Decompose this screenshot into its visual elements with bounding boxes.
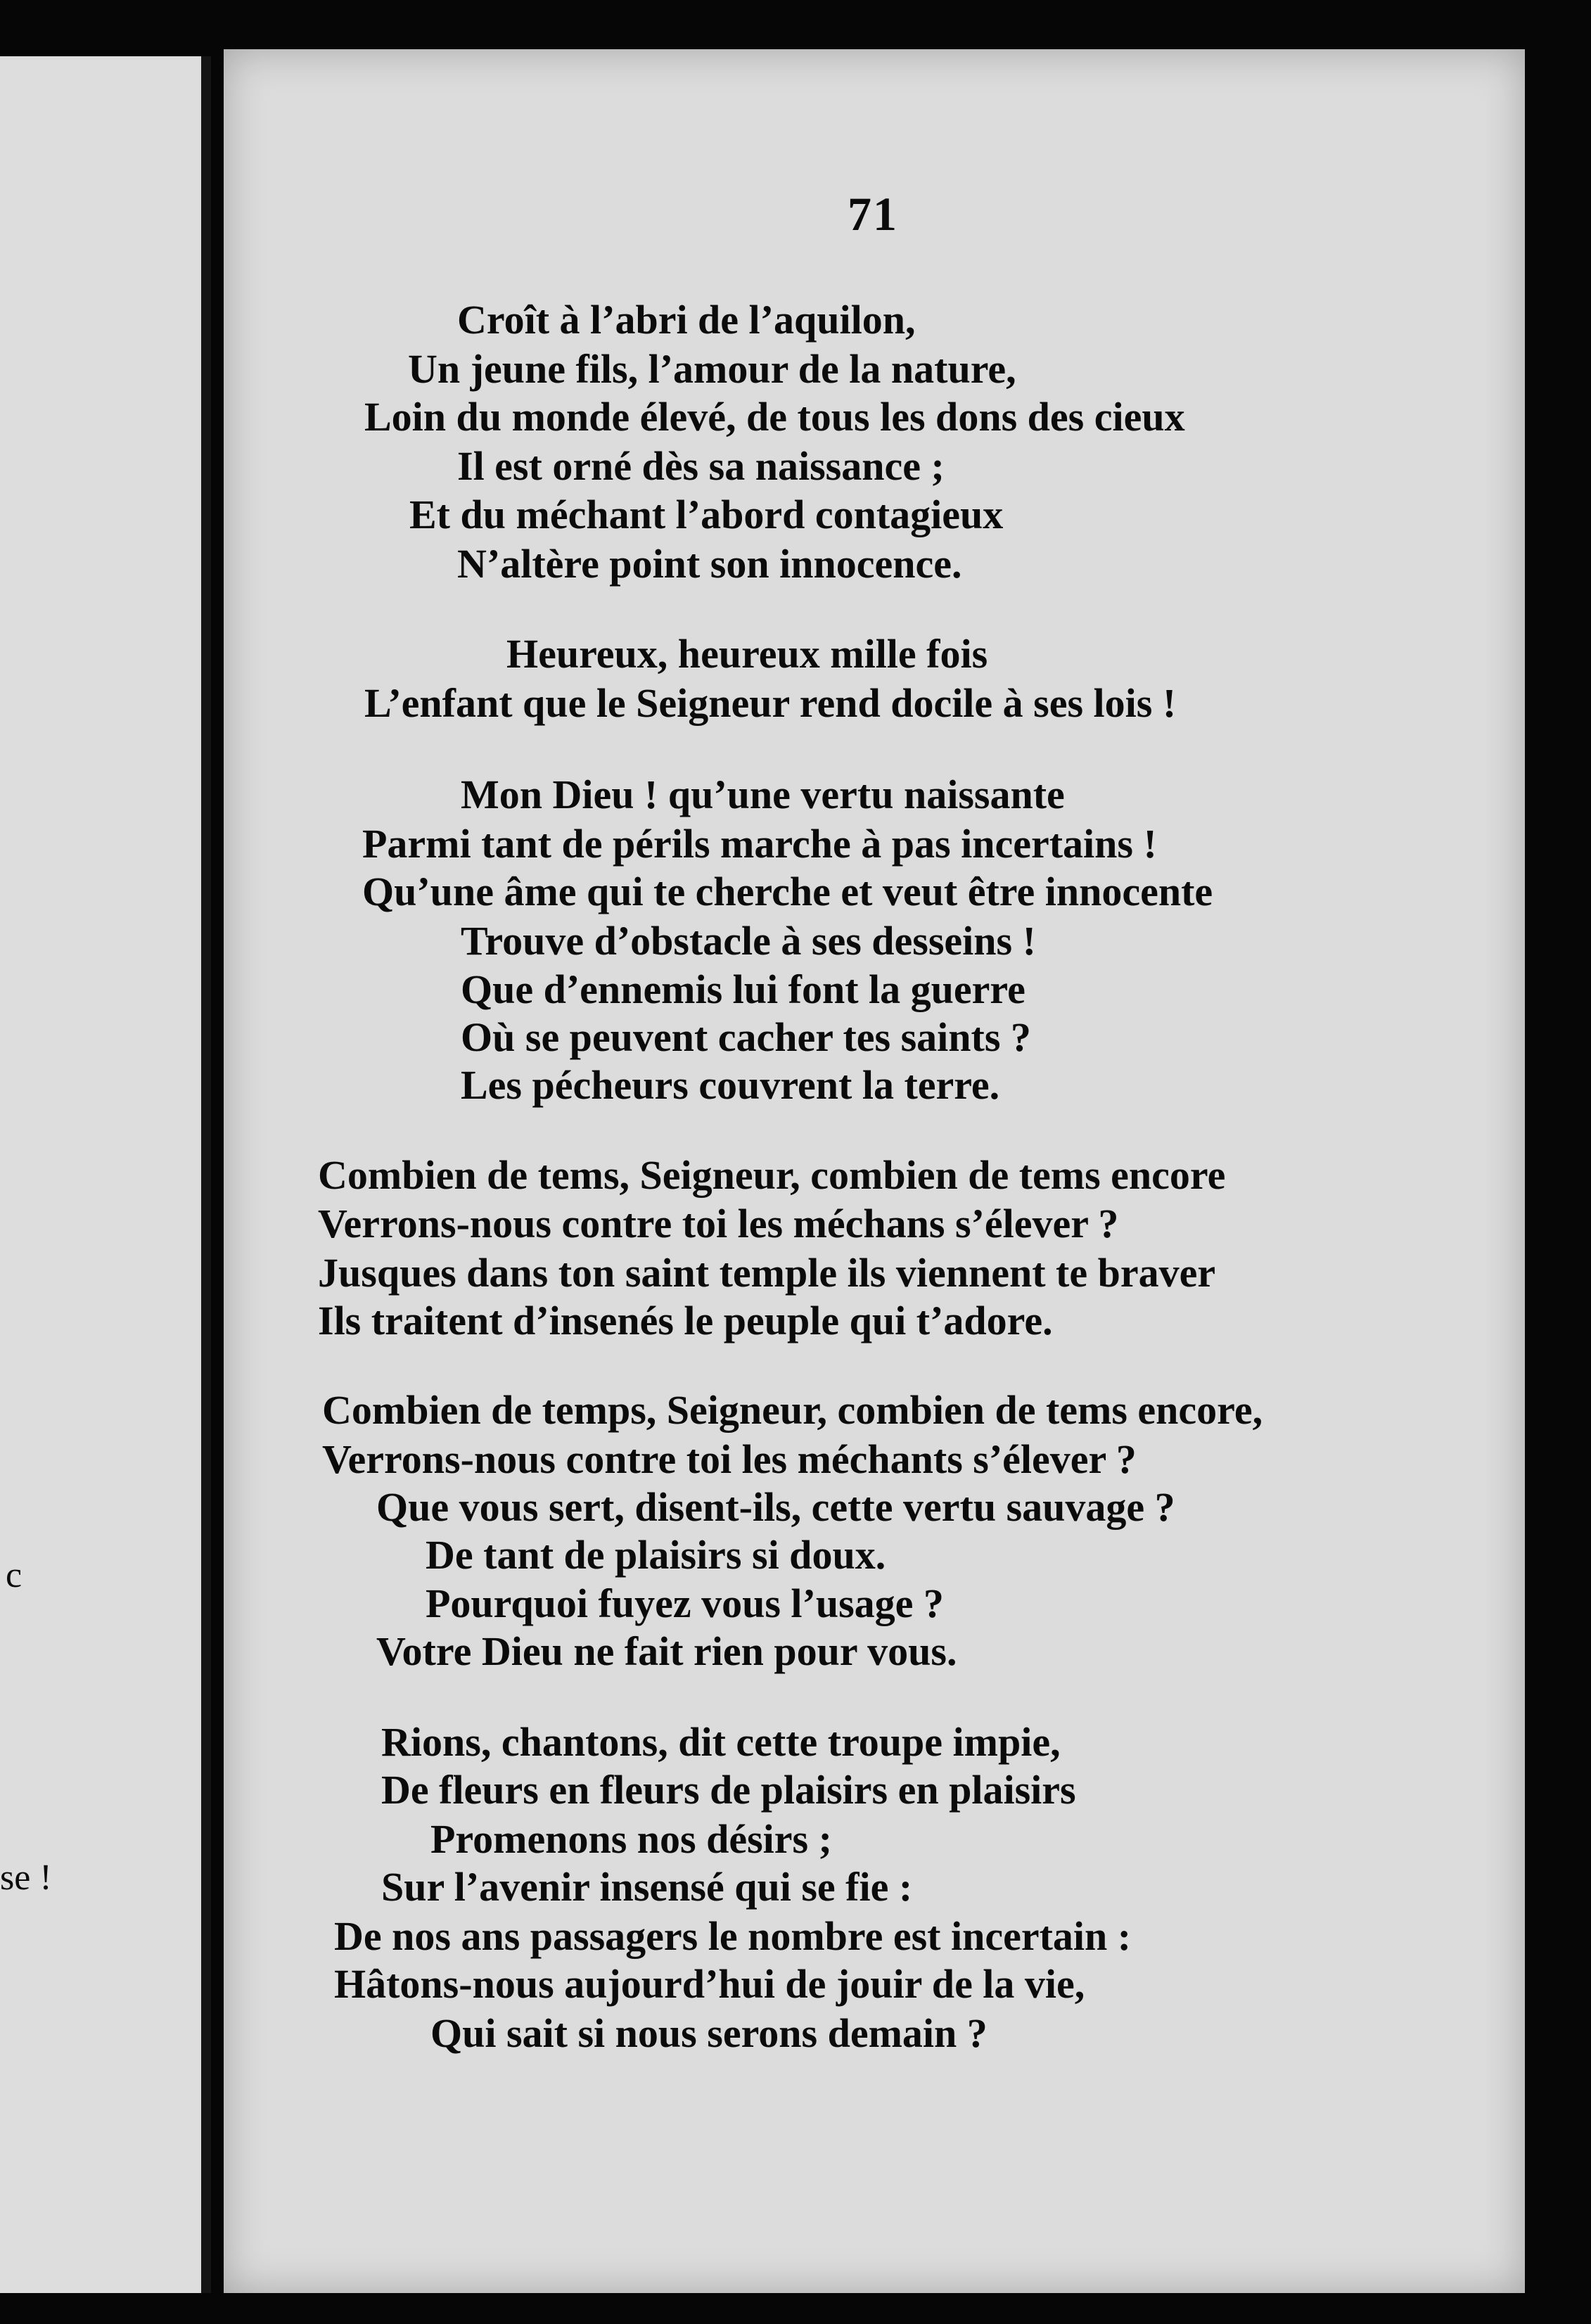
poem-line: Qui sait si nous serons demain ? — [430, 2010, 988, 2056]
poem-line: Loin du monde élevé, de tous les dons des cieux — [364, 394, 1185, 440]
poem-line: Mon Dieu ! qu’une vertu naissante — [461, 772, 1065, 817]
page-number: 71 — [848, 187, 898, 241]
poem-line: Que vous sert, disent-ils, cette vertu sauvage ? — [376, 1484, 1175, 1530]
poem-line: Combien de tems, Seigneur, combien de tems encore — [318, 1152, 1226, 1198]
poem-line: Hâtons-nous aujourd’hui de jouir de la vie, — [334, 1961, 1085, 2007]
poem-line: Rions, chantons, dit cette troupe impie, — [381, 1719, 1061, 1765]
left-page-fragment: se ! — [0, 1858, 52, 1898]
poem-line: Verrons-nous contre toi les méchants s’élever ? — [322, 1436, 1137, 1482]
poem-line: De tant de plaisirs si doux. — [426, 1532, 886, 1578]
poem-line: Où se peuvent cacher tes saints ? — [461, 1014, 1031, 1060]
poem-line: Combien de temps, Seigneur, combien de tems encore, — [322, 1387, 1263, 1433]
poem-line: Jusques dans ton saint temple ils viennent te braver — [318, 1250, 1216, 1296]
poem-line: Pourquoi fuyez vous l’usage ? — [426, 1581, 944, 1626]
poem-line: Parmi tant de périls marche à pas incertains ! — [362, 821, 1157, 867]
poem-line: Il est orné dès sa naissance ; — [457, 443, 945, 489]
poem-line: De fleurs en fleurs de plaisirs en plaisirs — [381, 1767, 1076, 1813]
poem-line: Sur l’avenir insensé qui se fie : — [381, 1864, 913, 1910]
poem-line: Les pécheurs couvrent la terre. — [461, 1062, 1000, 1108]
poem-line: Verrons-nous contre toi les méchans s’élever ? — [318, 1201, 1119, 1246]
left-page-fragment: c — [6, 1555, 23, 1595]
poem-line: Trouve d’obstacle à ses desseins ! — [461, 918, 1036, 964]
poem-line: Votre Dieu ne fait rien pour vous. — [376, 1628, 957, 1674]
poem-line: Croît à l’abri de l’aquilon, — [457, 297, 916, 343]
poem-line: Qu’une âme qui te cherche et veut être innocente — [362, 869, 1213, 914]
poem-line: Et du méchant l’abord contagieux — [409, 492, 1004, 537]
poem-line: N’altère point son innocence. — [457, 541, 962, 587]
poem-line: De nos ans passagers le nombre est incertain : — [334, 1913, 1132, 1959]
poem-line: Promenons nos désirs ; — [430, 1816, 832, 1862]
poem-line: Un jeune fils, l’amour de la nature, — [408, 346, 1016, 392]
poem-line: Heureux, heureux mille fois — [506, 631, 988, 677]
poem-line: Que d’ennemis lui font la guerre — [461, 966, 1025, 1012]
poem-line: L’enfant que le Seigneur rend docile à ses lois ! — [364, 680, 1177, 726]
poem-line: Ils traitent d’insenés le peuple qui t’adore. — [318, 1298, 1053, 1343]
